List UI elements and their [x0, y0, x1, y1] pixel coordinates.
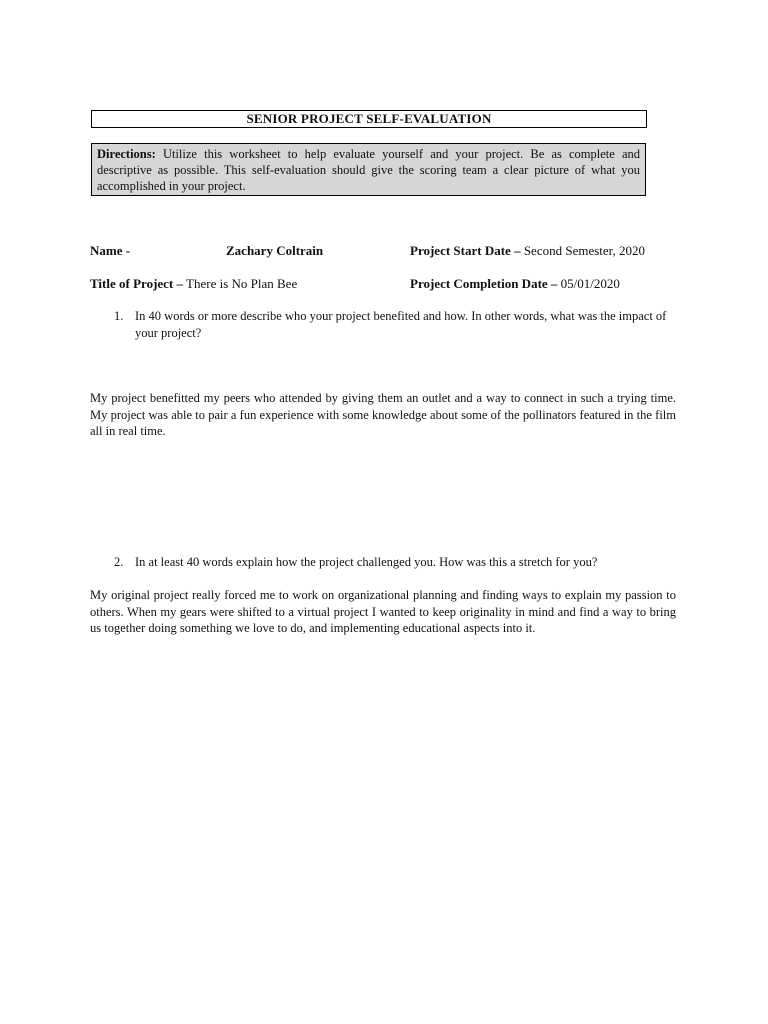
completion-date-label: Project Completion Date – — [410, 276, 558, 291]
project-title-label: Title of Project – — [90, 276, 184, 291]
start-date-label: Project Start Date – — [410, 243, 521, 258]
project-title-value: There is No Plan Bee — [186, 276, 298, 291]
project-start-date — [410, 243, 645, 259]
document-title: SENIOR PROJECT SELF-EVALUATION — [91, 110, 647, 128]
name-value: Zachary Coltrain — [226, 243, 324, 258]
question-1 — [114, 308, 680, 342]
start-date-value: Second Semester, 2020 — [523, 243, 645, 258]
directions-box — [91, 143, 646, 196]
project-completion-date — [410, 276, 620, 292]
directions-label: Directions: — [97, 147, 156, 161]
project-title — [90, 276, 297, 292]
name-label: Name - — [90, 243, 131, 258]
question-number: 2. — [114, 555, 124, 569]
question-text: In 40 words or more describe who your project benefited and how. In other words, what was the impact of your project? — [135, 309, 667, 340]
answer-2: My original project really forced me to work on organizational planning and finding ways to explain my passion to others. When my gears were shifted to a virtual project I wanted to keep originality in mind and find a way to bring us together doing something we love to do, and implementing educational aspects into it. — [90, 588, 676, 635]
answer-1: My project benefitted my peers who attended by giving them an outlet and a way to connect in such a trying time. My project was able to pair a fun experience with some knowledge about some of the pollinators featured in the film all in real time. — [90, 391, 676, 438]
completion-date-value: 05/01/2020 — [560, 276, 620, 291]
question-2 — [114, 554, 680, 571]
directions-text: Utilize this worksheet to help evaluate yourself and your project. Be as complete and descriptive as possible. This self-evaluation should give the scoring team a clear picture of what you accomplished in your project. — [97, 147, 640, 193]
question-number: 1. — [114, 309, 124, 323]
question-text: In at least 40 words explain how the project challenged you. How was this a stretch for you? — [135, 555, 598, 569]
